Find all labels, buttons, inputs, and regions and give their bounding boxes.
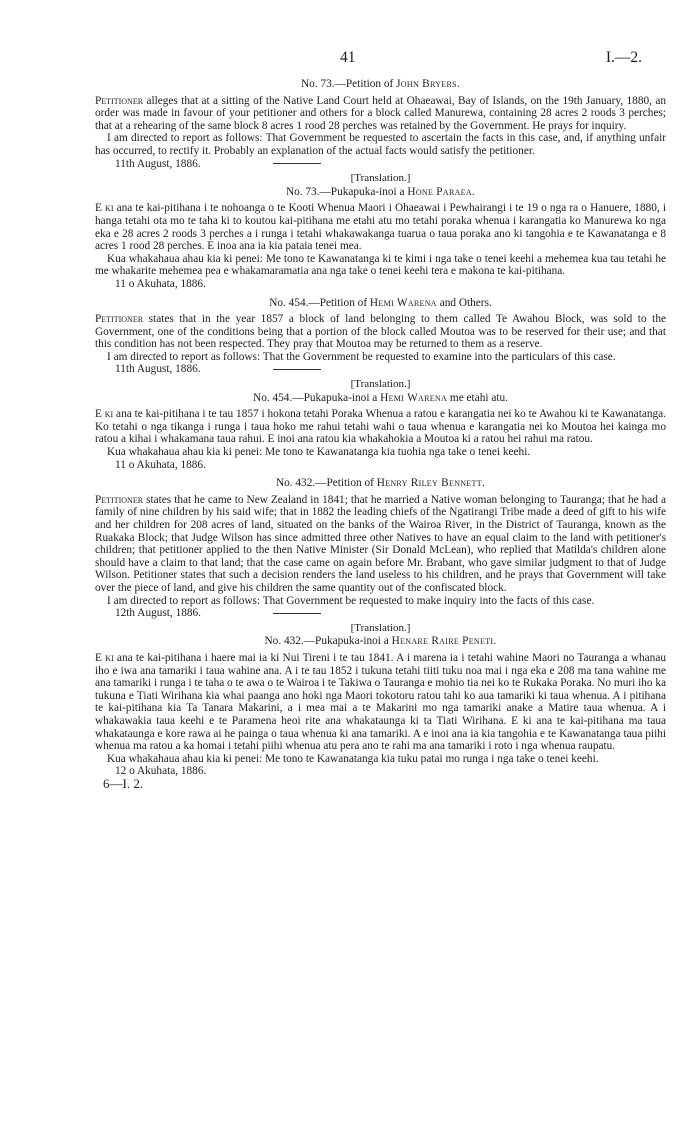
report-date: 11th August, 1886. (115, 363, 201, 376)
petitioner-name: Hemi Warena (380, 391, 448, 404)
paragraph-text: I am directed to report as follows: That Government be requested to ascertain the facts in this case, and, if anything unfair has occurred, to rectify it. Probably an explanation of the actual facts would satisfy the petitioner. (95, 132, 666, 157)
petitioner-name: Henry Riley Bennett. (376, 477, 486, 490)
petitioner-name: Hemi Warena (369, 296, 437, 309)
translation-section (95, 622, 666, 791)
title-prefix: No. 432.—Petition of (275, 477, 374, 490)
title-suffix: me etahi atu. (447, 391, 508, 404)
printer-signature: 6—I. 2. (103, 775, 144, 791)
separator-rule (273, 369, 321, 370)
paragraph-lead: E ki (95, 651, 114, 664)
title-prefix: No. 454.—Petition of (269, 296, 368, 309)
title-prefix: No. 73.—Pukapuka-inoi a (285, 185, 405, 198)
paragraph-text: Kua whakahaua ahau kia ki penei: Me tono te Kawanatanga ki te kimi i nga take o tenei keehi a mehemea kua tau tetahi he me whakarite mehemea pea e whakamaramatia ana nga take o tenei keehi tera e makona te kai-pitihana. (95, 252, 666, 278)
paragraph (95, 351, 666, 364)
paragraph-text: states that he came to New Zealand in 1841; that he married a Native woman belonging to Tauranga; that he had a family of nine children by his said wife; that in 1882 the leading chiefs of the Ngatirangi Tribe made a deed of gift to his wife and her children for 208 acres of land, situated on the banks of the Wairoa River, in the District of Tauranga, known as the Ruakaka Block; that Judge Wilson has since admitted three other Natives to have an equal claim to the land with petitioner's children; that petitioner applied to the then Native Minister (Sir Donald McLean), who replied that Matilda's children alone should have a claim to that land; that the case came on again before Mr. Brabant, who gave similar judgment to that of Judge Wilson. Petitioner states that such a decision renders the land useless to his children, and he prays that Government will take over the piece of land, and give his children the same quantity out of the confiscated block. (95, 493, 666, 594)
translation-label (95, 378, 666, 391)
date-line (95, 607, 666, 620)
paragraph-lead: E ki (95, 408, 114, 421)
paragraph-lead: Petitioner (95, 313, 144, 326)
translation-section (95, 378, 666, 471)
date-line (95, 363, 666, 376)
section-title (95, 297, 666, 310)
translation-label-text: [Translation.] (350, 172, 411, 185)
paragraph-lead: Petitioner (95, 94, 144, 107)
paragraph (95, 253, 666, 278)
report-date: 11 o Akuhata, 1886. (115, 458, 206, 471)
translation-section (95, 172, 666, 290)
petitioner-name: John Bryers. (396, 78, 460, 90)
translation-label-text: [Translation.] (350, 621, 411, 634)
section-title (95, 186, 666, 199)
page-number: 41 (340, 49, 356, 66)
petitioner-name: Henare Raire Peneti. (391, 635, 497, 648)
paragraph (95, 313, 666, 351)
paragraph (95, 494, 666, 595)
report-date: 12th August, 1886. (115, 607, 201, 620)
report-date: 12 o Akuhata, 1886. (115, 765, 207, 778)
section-title (95, 477, 666, 490)
paragraph (95, 202, 666, 252)
paragraph (95, 595, 666, 608)
petition-section (95, 78, 666, 170)
document-code: I.—2. (605, 49, 642, 66)
report-date: 11 o Akuhata, 1886. (115, 277, 206, 290)
paragraph (95, 652, 666, 753)
petitioner-name: Hone Paraea. (407, 185, 476, 198)
section-title (95, 392, 666, 405)
report-date: 11th August, 1886. (115, 157, 201, 170)
paragraph-text: ana te kai-pitihana i haere mai ia ki Nui Tireni i te tau 1841. A i marena ia i tetahi wahine Maori no Tauranga a whanau iho e iwa ana tamariki i taua wahine ana. A i te tau 1852 i tukuna tetahi tiiti tuku noa mai i nga eka e 208 ma tana wahine me ana tamariki i runga i te taha o te awa o te Wairoa i te Takiwa o Tauranga e mohio tia nei ko te Rukaka Poraka. No muri iho ka tukuna e Tiati Wirihana kia whai paanga ano hoki nga Maori tokotoru ratou tahi ko aua tamariki ki taua whenua. A i pitihana te kai-pitihana kia Ta Tanara Makarini, a i mea mai a te Makarini mo nga tamariki anake a Matire taua whenua. A i whakawakia taua keehi e te Paramena heoi rite ana whakataunga ki ta Tiati Wirihana. E ki ana te kai-pitihana ma taua whakataunga e kore rawa ai he painga o taua whenua ki ana tamariki. A e inoi ana ia kia tangohia e te Kawanatanga taua piihi whenua ma ratou a ka homai i tetahi piihi whenua atu pera ano te rahi ma ana tamariki i roto i nga whenua raupatu. (95, 651, 666, 753)
paragraph-lead: Petitioner (95, 493, 144, 506)
section-title (95, 635, 666, 648)
petition-section (95, 477, 666, 620)
paragraph (95, 132, 666, 157)
section-title (95, 78, 666, 91)
translation-label-text: [Translation.] (350, 378, 411, 391)
translation-label (95, 622, 666, 635)
date-line (95, 158, 666, 171)
paragraph-text: Kua whakahaua ahau kia ki penei: Me tono te Kawanatanga kia tuku patai mo runga i nga take o tenei keehi. (107, 752, 599, 765)
title-prefix: No. 432.—Pukapuka-inoi a (264, 635, 389, 648)
paragraph-text: I am directed to report as follows: That Government be requested to make inquiry into the facts of this case. (107, 594, 595, 607)
petition-section (95, 297, 666, 377)
paragraph-text: ana te kai-pitihana i te nohoanga o te Kooti Whenua Maori i Ohaeawai i Pewhairangi i te 19 o nga ra o Hanuere, 1880, i hanga tetahi ota mo te taha ki to koutou kai-pitihana me etahi atu mo tetahi poraka whenua i karangatia ko Manurewa ko nga eka e 28 acres 2 roods 3 perches a i runga i tetahi whakawakanga tuarua o taua poraka ano ki tangohia e te Kawanatanga e 8 acres 1 rood 28 perches. E inoa ana ia kia pataia tenei mea. (95, 202, 666, 253)
paragraph-text: alleges that at a sitting of the Native Land Court held at Ohaeawai, Bay of Islands, on the 19th January, 1880, an order was made in favour of your petitioner and others for a block called Manurewa, containing 28 acres 2 roods 3 perches; that at a rehearing of the same block 8 acres 1 rood 28 perches was retained by the Government. He prays for inquiry. (95, 94, 666, 132)
paragraph (95, 446, 666, 459)
translation-label (95, 172, 666, 185)
title-prefix: No. 73.—Petition of (301, 78, 394, 90)
separator-rule (273, 613, 321, 614)
paragraph-text: I am directed to report as follows: That the Government be requested to examine into the particulars of this case. (107, 350, 616, 363)
paragraph-lead: E ki (95, 202, 114, 215)
paragraph-text: Kua whakahaua ahau kia ki penei: Me tono te Kawanatanga kia tuohia nga take o tenei keehi. (107, 446, 531, 459)
paragraph (95, 408, 666, 446)
paragraph-text: ana te kai-pitihana i te tau 1857 i hokona tetahi Poraka Whenua a ratou e karangatia nei ko te Awahou ki te Kawanatanga. Ko tetahi o nga tikanga i runga i taua hoko me rahui tetahi wahi o taua whenua e karangatia nei ko Moutoa hei kainga mo ratou a kihai i whakamana taua rahui. E inoi ana ratou kia whakahokia a Moutoa ki a ratou hei rahui ma ratou. (95, 408, 666, 446)
paragraph (95, 753, 666, 766)
document-body (95, 78, 666, 790)
title-suffix: and Others. (436, 296, 492, 309)
paragraph (95, 95, 666, 133)
title-prefix: No. 454.—Pukapuka-inoi a (253, 391, 378, 404)
paragraph-text: states that in the year 1857 a block of land belonging to them called Te Awahou Block, was sold to the Government, one of the conditions being that a portion of the block called Moutoa was to be reserved for their use; and that this condition has not been respected. They pray that Moutoa may be returned to them as a reserve. (95, 313, 666, 351)
separator-rule (273, 163, 321, 164)
